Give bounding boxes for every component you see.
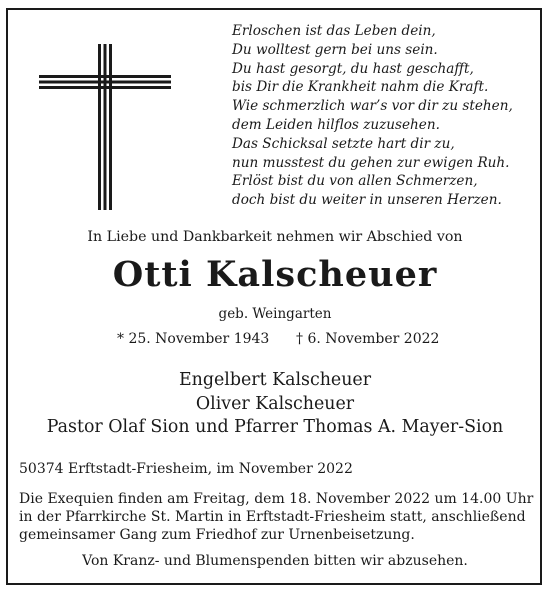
poem-line: Erloschen ist das Leben dein, bbox=[232, 23, 436, 39]
funeral-line: in der Pfarrkirche St. Martin in Erftstadt-Friesheim statt, anschließend bbox=[19, 509, 526, 526]
flowers-note: Von Kranz- und Blumenspenden bitten wir abzusehen. bbox=[82, 553, 468, 569]
mourner-name: Oliver Kalscheuer bbox=[195, 393, 355, 414]
funeral-details bbox=[19, 490, 539, 545]
poem-line: dem Leiden hilflos zuzusehen. bbox=[232, 116, 440, 133]
cross-icon bbox=[39, 44, 171, 210]
funeral-line: gemeinsamer Gang zum Friedhof zur Urnenbeisetzung. bbox=[19, 527, 415, 544]
poem-line: nun musstest du gehen zur ewigen Ruh. bbox=[232, 154, 510, 171]
poem-line: Erlöst bist du von allen Schmerzen, bbox=[232, 173, 478, 190]
poem-line: Das Schicksal setzte hart dir zu, bbox=[232, 135, 455, 152]
place-and-date: 50374 Erftstadt-Friesheim, im November 2022 bbox=[19, 461, 353, 477]
farewell-intro: In Liebe und Dankbarkeit nehmen wir Abschied von bbox=[87, 229, 463, 245]
death-date: † 6. November 2022 bbox=[296, 331, 440, 347]
poem-line: doch bist du weiter in unseren Herzen. bbox=[232, 192, 502, 209]
poem-line: Wie schmerzlich war’s vor dir zu stehen, bbox=[232, 98, 513, 115]
deceased-name: Otti Kalscheuer bbox=[112, 254, 438, 295]
poem-line: bis Dir die Krankheit nahm die Kraft. bbox=[232, 79, 489, 96]
funeral-line: Die Exequien finden am Freitag, dem 18. November 2022 um 14.00 Uhr bbox=[19, 491, 534, 507]
mourners-list bbox=[0, 369, 550, 440]
poem-line: Du wolltest gern bei uns sein. bbox=[232, 41, 438, 58]
poem bbox=[232, 22, 532, 210]
maiden-name: geb. Weingarten bbox=[218, 306, 332, 322]
poem-line: Du hast gesorgt, du hast geschafft, bbox=[232, 60, 474, 77]
mourner-name: Engelbert Kalscheuer bbox=[178, 370, 372, 390]
birth-date: * 25. November 1943 bbox=[117, 331, 270, 347]
mourner-name: Pastor Olaf Sion und Pfarrer Thomas A. Mayer-Sion bbox=[46, 417, 504, 437]
